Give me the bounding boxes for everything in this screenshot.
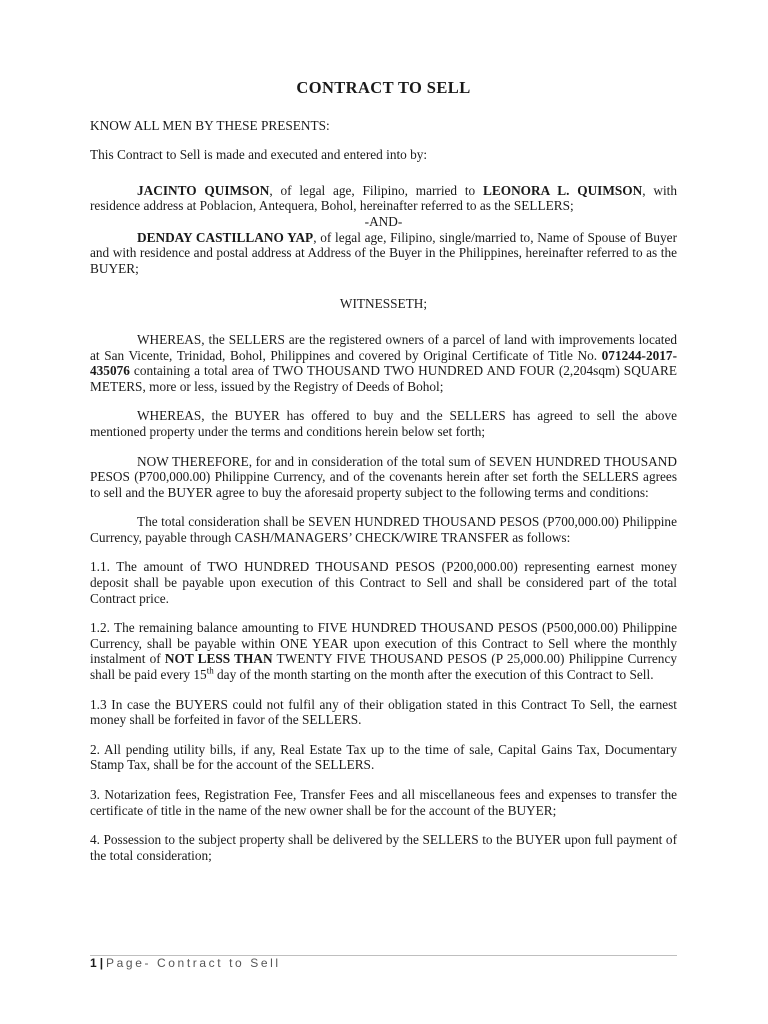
whereas-1-text-a: WHEREAS, the SELLERS are the registered owners of a parcel of land with improvements located at San Vicente, Trinidad, Bohol, Philippines and covered by Original Certificate of Title No. [90,331,677,363]
page-footer [90,955,677,970]
sellers-paragraph [90,183,677,214]
footer-label: Page- Contract to Sell [106,956,281,970]
clause-1-2-text-a: 1.2. The remaining balance amounting to FIVE HUNDRED THOUSAND PESOS (P500,000.00) Philippine Currency, shall be payable within ONE YEAR upon execution of this Contract to Sell where the monthly instalment of [90,620,677,667]
footer-page-number: 1 [90,956,97,970]
clause-1-2-bold: NOT LESS THAN [164,651,273,667]
clause-1-3: 1.3 In case the BUYERS could not fulfil any of their obligation stated in this Contract To Sell, the earnest money shall be forfeited in favor of the SELLERS. [90,696,677,728]
document-title: CONTRACT TO SELL [296,78,471,97]
and-separator: -AND- [364,213,403,229]
clause-1-2-text-c: day of the month starting on the month after the execution of this Contract to Sell. [213,667,654,683]
consideration-paragraph: The total consideration shall be SEVEN HUNDRED THOUSAND PESOS (P700,000.00) Philippine Currency, payable through CASH/MANAGERS’ CHECK/WIRE TRANSFER as follows: [90,514,677,545]
title-number: 071244-2017-435076 [90,347,677,379]
buyer-name: DENDAY CASTILLANO YAP [137,229,314,245]
greeting: KNOW ALL MEN BY THESE PRESENTS: [90,117,330,133]
clause-2: 2. All pending utility bills, if any, Real Estate Tax up to the time of sale, Capital Gains Tax, Documentary Stamp Tax, shall be for the account of the SELLERS. [90,741,677,773]
seller-text-2: , with residence address at Poblacion, Antequera, Bohol, hereinafter referred to as the SELLERS; [90,182,677,214]
whereas-paragraph-2: WHEREAS, the BUYER has offered to buy and the SELLERS has agreed to sell the above mentioned property under the terms and conditions herein below set forth; [90,408,677,439]
witnesseth-heading: WITNESSETH; [339,296,428,312]
clause-4: 4. Possession to the subject property shall be delivered by the SELLERS to the BUYER upon full payment of the total consideration; [90,832,677,863]
clause-1-2 [90,620,677,682]
whereas-1-text-b: containing a total area of TWO THOUSAND TWO HUNDRED AND FOUR (2,204sqm) SQUARE METERS, more or less, issued by the Registry of Deeds of Bohol; [90,363,677,394]
clause-3: 3. Notarization fees, Registration Fee, Transfer Fees and all miscellaneous fees and expenses to transfer the certificate of title in the name of the new owner shall be for the account of the BUYER; [90,787,677,818]
clause-1-2-superscript: th [206,665,214,676]
seller-text-1: , of legal age, Filipino, married to [269,182,483,198]
seller-name-1: JACINTO QUIMSON [137,182,270,198]
document-body [90,80,677,877]
now-therefore-paragraph: NOW THEREFORE, for and in consideration of the total sum of SEVEN HUNDRED THOUSAND PESOS (P700,000.00) Philippine Currency, and of the covenants herein after set forth the SELLERS agrees to sell and the BUYER agree to buy the aforesaid property subject to the following terms and conditions: [90,453,677,500]
clause-1-1: 1.1. The amount of TWO HUNDRED THOUSAND PESOS (P200,000.00) representing earnest money deposit shall be payable upon execution of this Contract to Sell and shall be considered part of the total Contract price. [90,559,677,606]
footer-separator: | [99,956,104,970]
buyer-paragraph [90,230,677,277]
clause-1-2-text-b: TWENTY FIVE THOUSAND PESOS (P 25,000.00) Philippine Currency shall be paid every 15 [90,651,677,683]
seller-name-2: LEONORA L. QUIMSON [482,182,643,198]
buyer-text: , of legal age, Filipino, single/married to, Name of Spouse of Buyer and with residence and postal address at Address of the Buyer in the Philippines, hereinafter referred to as the BUYER; [90,229,678,276]
intro-paragraph: This Contract to Sell is made and executed and entered into by: [90,147,428,163]
whereas-paragraph-1 [90,332,677,394]
